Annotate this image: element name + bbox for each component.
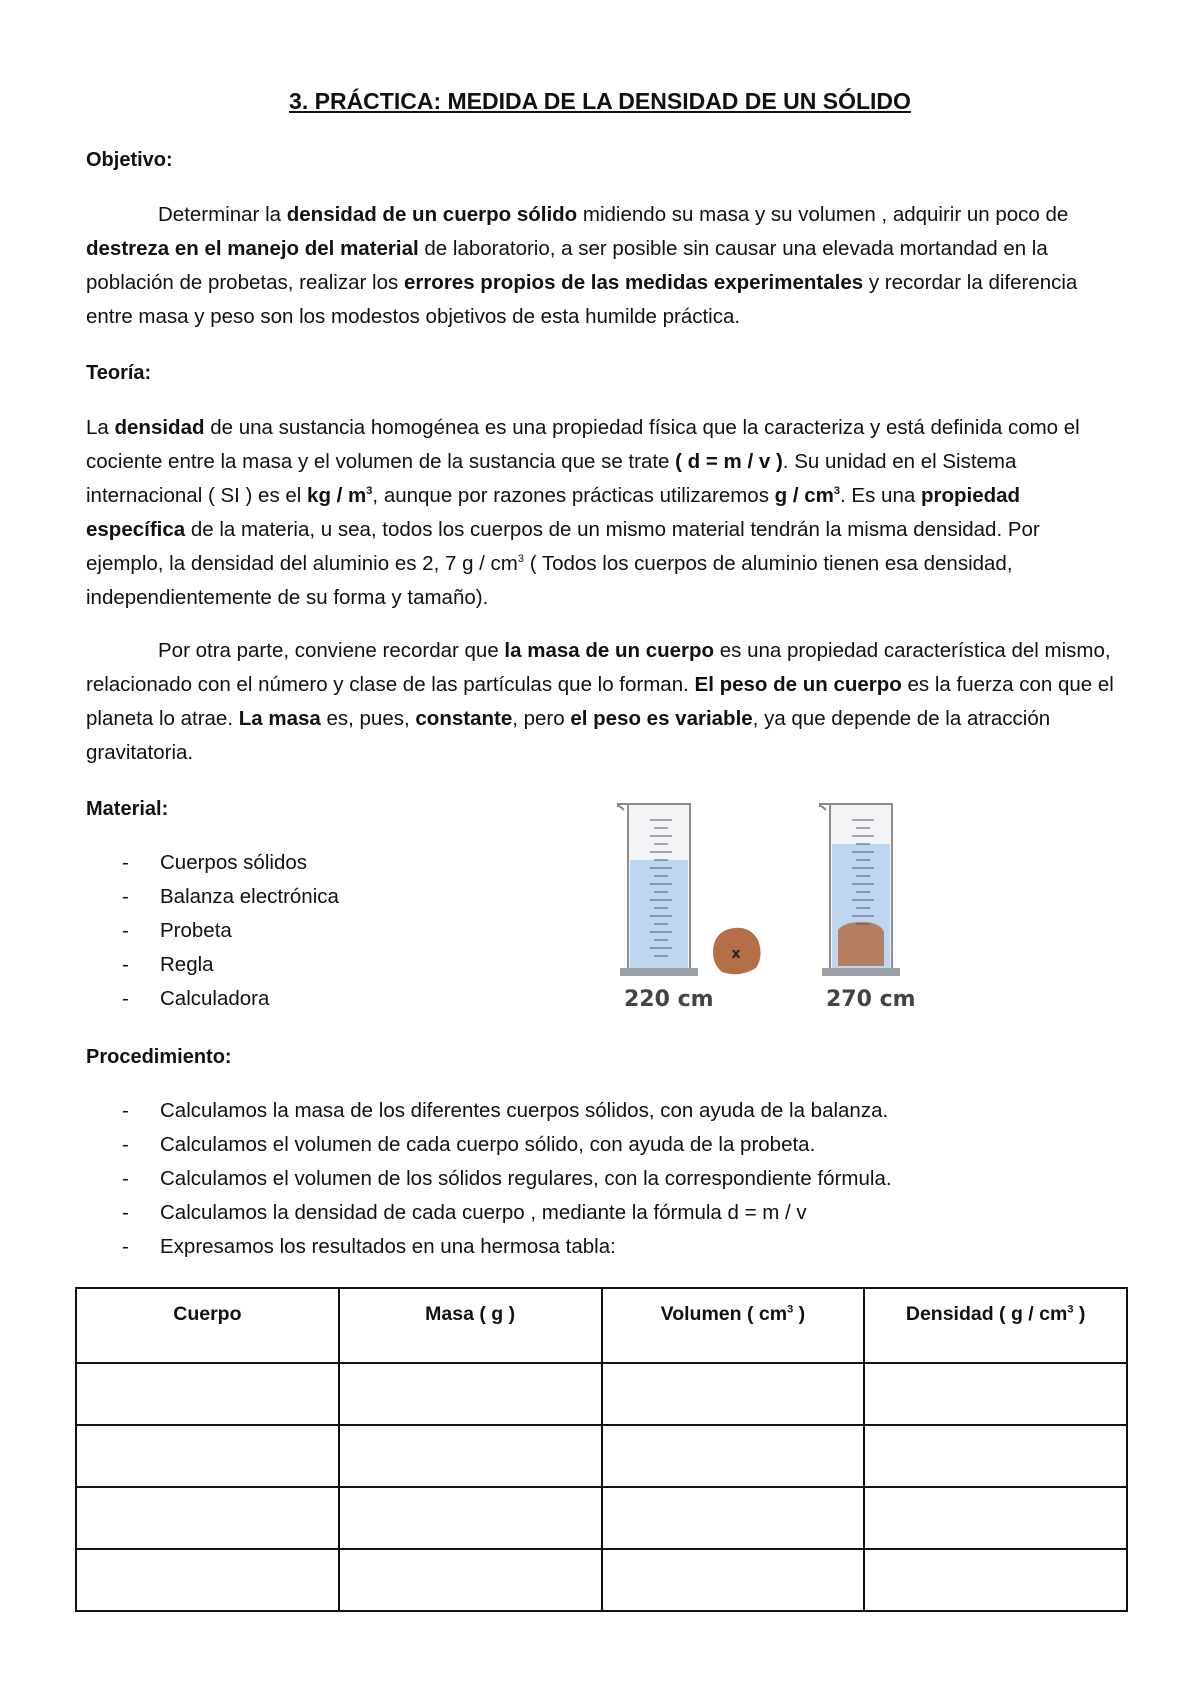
table-cell[interactable] [602,1549,865,1611]
material-item: - Balanza electrónica [122,885,339,908]
table-header-row [76,1288,1127,1363]
cylinder-left [618,804,698,976]
table-cell[interactable] [339,1487,602,1549]
procedimiento-list [86,1094,1116,1264]
table-cell[interactable] [339,1363,602,1425]
table-cell[interactable] [602,1487,865,1549]
column-header-volumen: Volumen ( $cm^3$ ) [602,1288,865,1363]
teoria-paragraph-1 [86,411,1116,615]
rock-submerged [838,922,884,966]
column-header-densidad: Densidad ( g / $cm^3$ ) [864,1288,1127,1363]
table-cell[interactable] [76,1487,339,1549]
objetivo-paragraph [86,198,1116,334]
table-cell[interactable] [864,1549,1127,1611]
table-cell[interactable] [602,1363,865,1425]
procedimiento-heading: Procedimiento: [86,1046,232,1068]
table-row [76,1487,1127,1549]
objetivo-heading: Objetivo: [86,149,173,171]
material-item: - Regla [122,953,214,976]
table-cell[interactable] [864,1487,1127,1549]
table-row [76,1425,1127,1487]
column-header-masa: Masa ( g ) [339,1288,602,1363]
procedimiento-step: - Expresamos los resultados en una hermosa tabla: [122,1235,616,1258]
table-cell[interactable] [339,1425,602,1487]
procedimiento-step: - Calculamos la densidad de cada cuerpo , mediante la fórmula d = m / v [122,1201,807,1224]
material-item: - Calculadora [122,987,270,1010]
table-cell[interactable] [76,1363,339,1425]
table-cell[interactable] [76,1425,339,1487]
cylinder-label-right: 270 cm [826,987,916,1012]
material-heading: Material: [86,798,169,820]
table-row [76,1363,1127,1425]
teoria-text-1: La densidad de una sustancia homogénea es una propiedad física que la caracteriza y está definida como el cociente entre la masa y el volumen de la sustancia que se trate ( d = m / v ). Su unidad en el Sistema internacional ( SI ) es el kg / $m^3$, aunque por razones prácticas utilizaremos g / $cm^3$. Es una propiedad específica de la materia, u sea, todos los cuerpos de un mismo material tendrán la misma densidad. Por ejemplo, la densidad del aluminio es 2, 7 g / $cm^3$ ( Todos los cuerpos de aluminio tienen esa densidad, independientemente de su forma y tamaño). [86,416,1080,609]
material-item: - Probeta [122,919,232,942]
cylinder-label-left: 220 cm [624,987,714,1012]
page-title: 3. PRÁCTICA: MEDIDA DE LA DENSIDAD DE UN SÓLIDO [289,88,911,114]
material-list [86,846,586,1016]
teoria-text-2: Por otra parte, conviene recordar que la masa de un cuerpo es una propiedad característica del mismo, relacionado con el número y clase de las partículas que lo forman. El peso de un cuerpo es la fuerza con que el planeta lo atrae. La masa es, pues, constante, pero el peso es variable, ya que depende de la atracción gravitatoria. [86,639,1114,764]
material-item: - Cuerpos sólidos [122,851,307,874]
table-cell[interactable] [339,1549,602,1611]
graduated-cylinders-illustration [610,800,930,1020]
table-row [76,1549,1127,1611]
table-cell[interactable] [864,1363,1127,1425]
table-cell[interactable] [864,1425,1127,1487]
results-table [75,1287,1128,1612]
objetivo-text: Determinar la densidad de un cuerpo sólido midiendo su masa y su volumen , adquirir un poco de destreza en el manejo del material de laboratorio, a ser posible sin causar una elevada mortandad en la población de probetas, realizar los errores propios de las medidas experimentales y recordar la diferencia entre masa y peso son los modestos objetivos de esta humilde práctica. [86,203,1078,328]
column-header-cuerpo: Cuerpo [76,1288,339,1363]
rock-mark: x [731,946,741,962]
solid-body [713,928,761,975]
teoria-paragraph-2 [86,634,1116,770]
teoria-heading: Teoría: [86,362,152,384]
table-cell[interactable] [76,1549,339,1611]
procedimiento-step: - Calculamos el volumen de cada cuerpo sólido, con ayuda de la probeta. [122,1133,816,1156]
cylinder-right [820,804,900,976]
procedimiento-step: - Calculamos el volumen de los sólidos regulares, con la correspondiente fórmula. [122,1167,892,1190]
table-cell[interactable] [602,1425,865,1487]
procedimiento-step: - Calculamos la masa de los diferentes cuerpos sólidos, con ayuda de la balanza. [122,1099,889,1122]
